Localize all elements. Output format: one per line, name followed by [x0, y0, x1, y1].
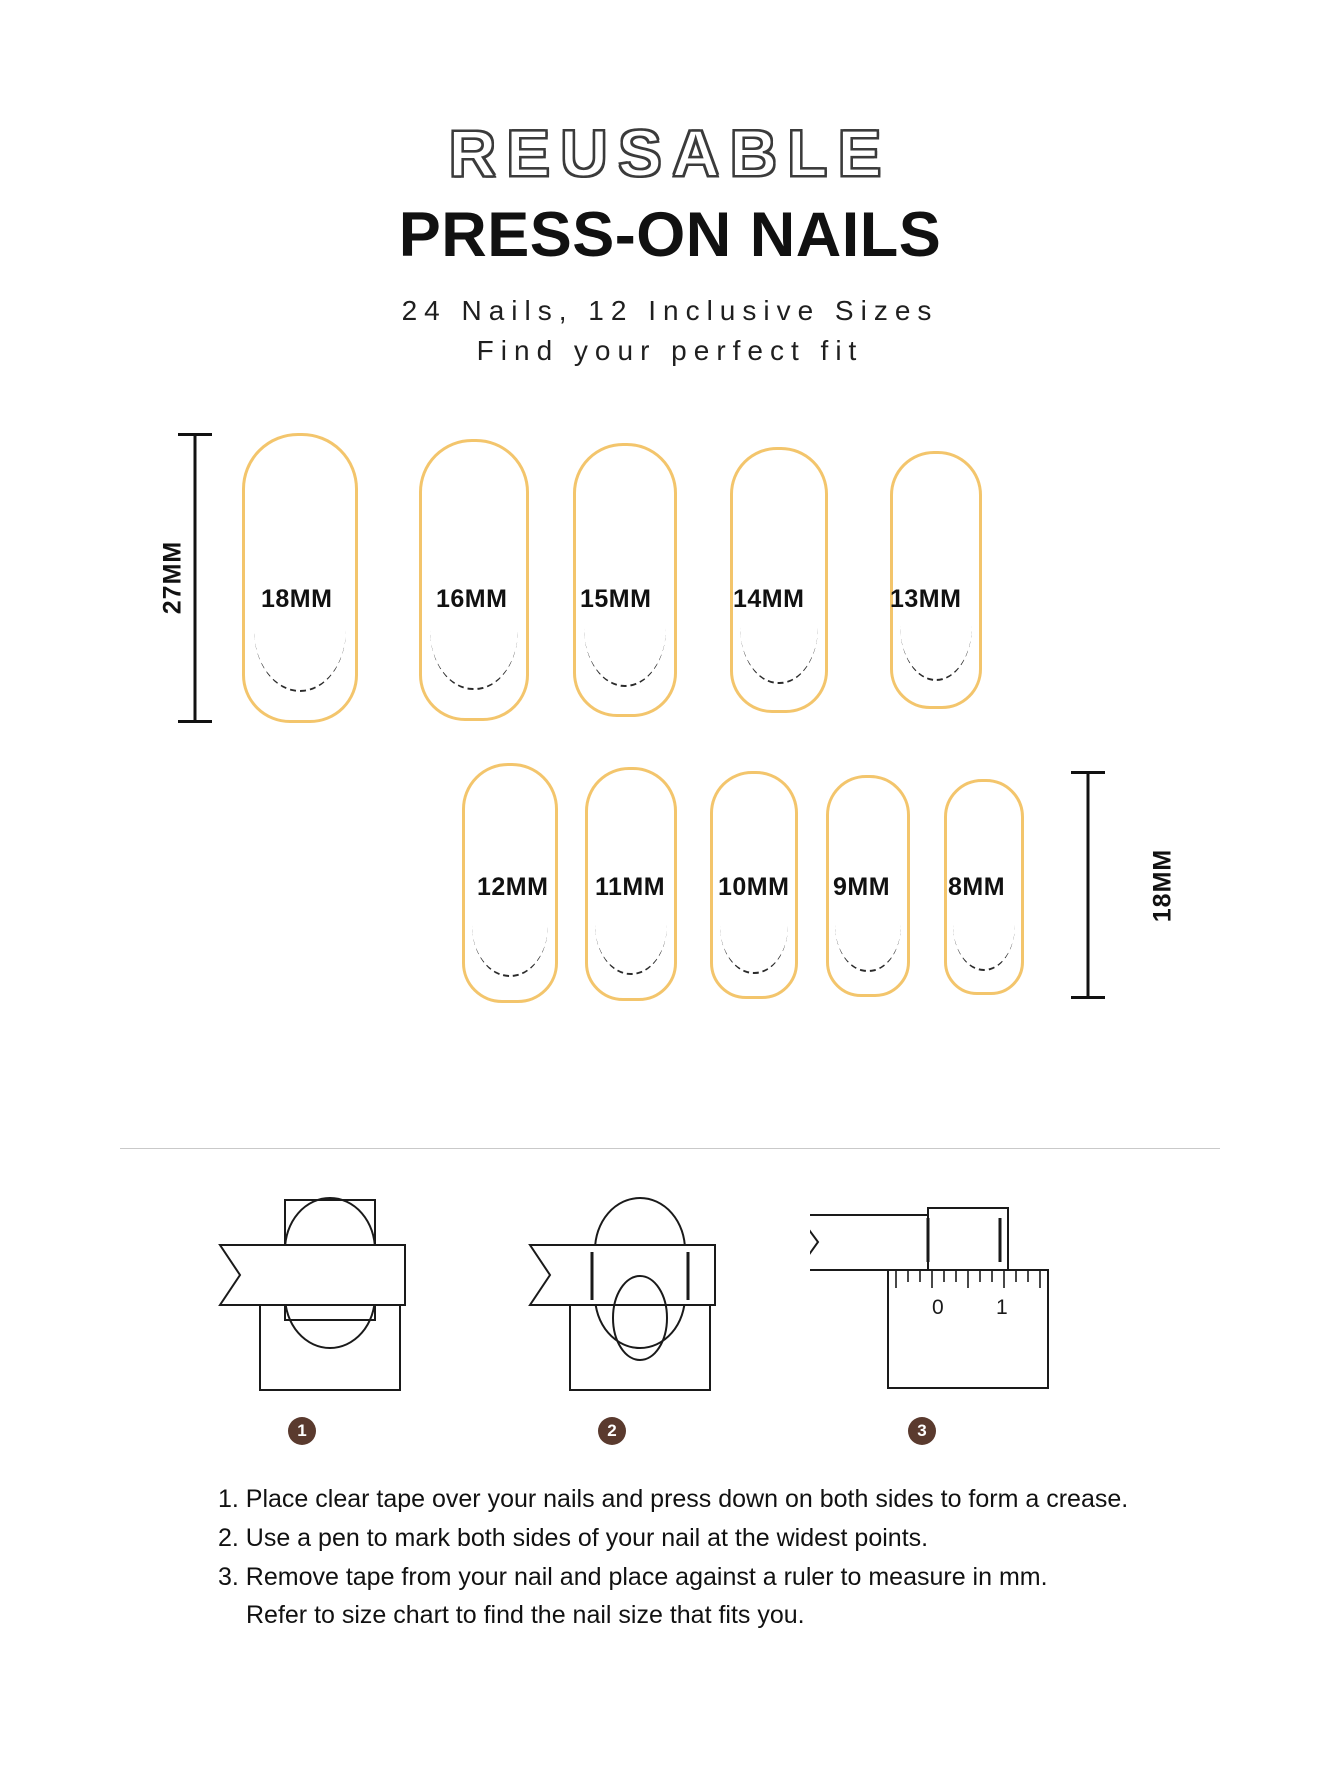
- cuticle-line: [953, 925, 1015, 971]
- instructions: [0, 1480, 1340, 1635]
- step-3-illustration: [810, 1190, 1110, 1410]
- section-divider: [120, 1148, 1220, 1149]
- nail-16mm: [419, 439, 529, 721]
- nail-15mm: [573, 443, 677, 717]
- steps-illustrations: [0, 1190, 1340, 1460]
- cuticle-line: [472, 925, 548, 976]
- instructions-list: [212, 1480, 1128, 1596]
- cuticle-line: [835, 925, 901, 973]
- cuticle-line: [254, 629, 346, 691]
- step-2-illustration: [500, 1190, 800, 1410]
- nail-10mm-label: 10MM: [718, 873, 790, 901]
- header: [0, 0, 1340, 367]
- cuticle-line: [430, 630, 517, 691]
- nail-9mm-label: 9MM: [833, 873, 891, 901]
- step-2-number: 2: [598, 1417, 626, 1445]
- height-measure-row2: [1068, 771, 1177, 999]
- cuticle-line: [595, 925, 667, 975]
- step-3-number: 3: [908, 1417, 936, 1445]
- height-measure-row1: [158, 433, 215, 723]
- nail-13mm: [890, 451, 982, 709]
- page-title-outline: REUSABLE: [448, 116, 892, 190]
- instruction-item: 3. Remove tape from your nail and place against a ruler to measure in mm.: [246, 1558, 1128, 1597]
- measure-cap-bottom: [178, 720, 212, 723]
- instruction-item: 1. Place clear tape over your nails and press down on both sides to form a crease.: [246, 1480, 1128, 1519]
- nail-13mm-label: 13MM: [890, 585, 962, 613]
- step-1-illustration: [190, 1190, 490, 1410]
- cuticle-line: [740, 627, 817, 684]
- measure-bar: [194, 433, 197, 723]
- nail-12mm-label: 12MM: [477, 873, 549, 901]
- nail-14mm-label: 14MM: [733, 585, 805, 613]
- page-title: PRESS-ON NAILS: [398, 200, 942, 270]
- cuticle-line: [584, 628, 666, 687]
- step-1-number: 1: [288, 1417, 316, 1445]
- step-2: [500, 1190, 800, 1440]
- nail-16mm-label: 16MM: [436, 585, 508, 613]
- step-1: [190, 1190, 490, 1440]
- nail-18mm: [242, 433, 358, 723]
- nail-18mm-label: 18MM: [261, 585, 333, 613]
- nail-8mm-label: 8MM: [948, 873, 1006, 901]
- nail-size-chart: [0, 395, 1340, 1015]
- measure-cap-bottom: [1071, 996, 1105, 999]
- subtitle-count: 24 Nails, 12 Inclusive Sizes: [401, 295, 939, 326]
- height-measure-row2-label: 18MM: [1148, 848, 1177, 923]
- height-measure-row1-label: 27MM: [158, 540, 187, 615]
- cuticle-line: [720, 925, 789, 974]
- nail-14mm: [730, 447, 828, 713]
- ruler-tick-0: 0: [932, 1296, 944, 1319]
- ruler-tick-1: 1: [996, 1296, 1008, 1319]
- measure-bar: [1087, 771, 1090, 999]
- cuticle-line: [900, 625, 972, 680]
- nail-15mm-label: 15MM: [580, 585, 652, 613]
- nail-11mm-label: 11MM: [595, 873, 666, 901]
- instruction-item: 2. Use a pen to mark both sides of your nail at the widest points.: [246, 1519, 1128, 1558]
- step-3: [810, 1190, 1110, 1440]
- instruction-extra: Refer to size chart to find the nail size that fits you.: [246, 1601, 805, 1630]
- subtitle-tagline: Find your perfect fit: [476, 335, 864, 366]
